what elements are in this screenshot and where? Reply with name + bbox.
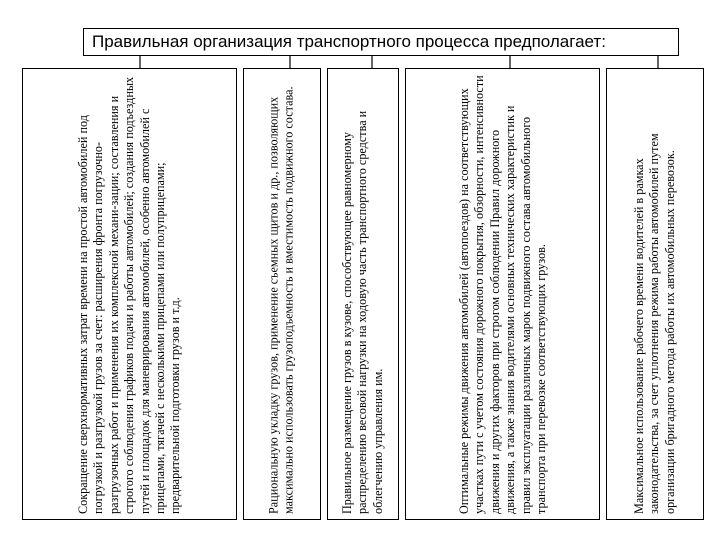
diagram-title: Правильная организация транспортного процесса предполагает: <box>83 28 679 56</box>
column-working-time <box>606 68 704 520</box>
column-driving-modes <box>405 68 600 520</box>
column-cargo-stowage <box>243 68 321 520</box>
column-text: Рациональную укладку грузов, применение съемных щитов и др., позволяющих максимально использовать грузоподъемность и вместимость подвижного состава. <box>266 86 296 514</box>
column-text: Правильное размещение грузов в кузове, способствующее равномерному распределению весовой нагрузки на ходовую часть транспортного средства и облегчению управления им. <box>339 110 385 514</box>
column-text: Максимальное использование рабочего времени водителей в рамках законодательства, за счет уплотнения режима работы автомобилей путем организации бригадного метода работы их автомобильных перевозок. <box>631 133 677 514</box>
column-downtime-reduction <box>22 68 237 520</box>
column-text: Оптимальные режимы движения автомобилей (автопоездов) на соответствующих участках пути с учетом состояния дорожного покрытия, обзорности, интенсивности движения и других факторов при строгом соблюдении Правил дорожного движения, а также знания водителями основных технических характеристик и правил эксплуатации различных марок подвижного состава автомобильного транспорта при перевозке соответствующих грузов. <box>456 75 548 514</box>
column-cargo-placement <box>327 68 399 520</box>
column-text: Сокращение сверхнормативных затрат времени на простой автомобилей под погрузкой и разгрузкой грузов за счет: расширения фронта погрузочно-разгрузочных работ и применения их комплексной механи-зации; составления и строгого соблюдения графиков подачи и работы автомобилей; создания подъездных путей и площадок для маневрирования автомобилей, особенно автомобилей с прицепами, тягачей с несколькими прицепами или полуприцепами; предварительной подготовки грузов и т.д. <box>75 76 183 514</box>
